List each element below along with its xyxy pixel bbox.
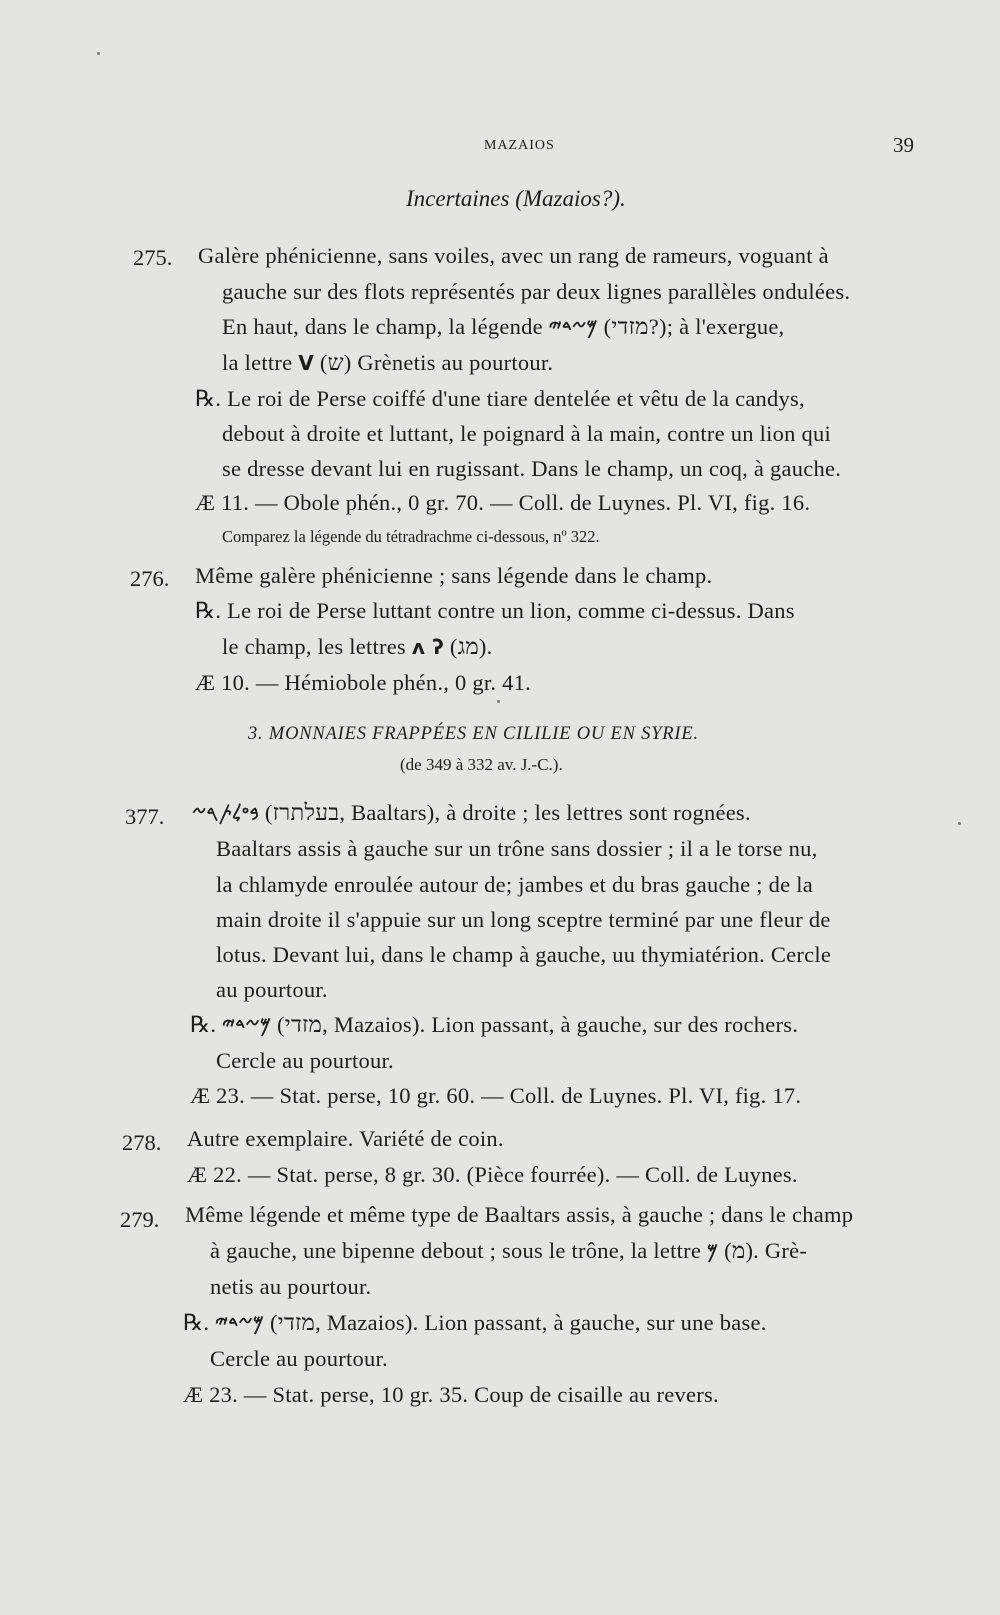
entry-number: 276.: [130, 566, 170, 591]
entry-number: 377.: [125, 804, 165, 829]
entry-line: main droite il s'appuie sur un long sceptre terminé par une fleur de: [216, 907, 831, 932]
entry-number: 275.: [133, 245, 173, 270]
print-speck: [497, 700, 500, 703]
entry-text: (ש) Grènetis au pourtour.: [319, 350, 554, 375]
running-head: MAZAIOS: [484, 138, 555, 153]
entry-line: Même galère phénicienne ; sans légende dans le champ.: [195, 563, 713, 588]
entry-line: Æ 10. — Hémiobole phén., 0 gr. 41.: [195, 670, 531, 695]
entry-line: ℞. Le roi de Perse luttant contre un lion, comme ci-dessus. Dans: [195, 598, 795, 623]
entry-line: Æ 23. — Stat. perse, 10 gr. 35. Coup de cisaille au revers.: [183, 1382, 719, 1407]
entry-line: debout à droite et luttant, le poignard à la main, contre un lion qui: [222, 421, 831, 446]
entry-text: ℞.: [183, 1310, 210, 1335]
entry-line: lotus. Devant lui, dans le champ à gauche, uu thymiatérion. Cercle: [216, 942, 832, 967]
entry-note: Comparez la légende du tétradrachme ci-dessous, nº 322.: [222, 527, 600, 546]
print-speck: [958, 822, 961, 825]
entry-number: 278.: [122, 1130, 162, 1155]
entry-text: le champ, les lettres: [222, 634, 406, 659]
entry-line: ℞. Le roi de Perse coiffé d'une tiare dentelée et vêtu de la candys,: [195, 386, 805, 411]
entry-number: 279.: [120, 1207, 160, 1232]
entry-text: En haut, dans le champ, la légende: [222, 314, 543, 339]
entry-line: Cercle au pourtour.: [210, 1346, 388, 1371]
phoenician-letter-glyph: V: [298, 351, 314, 375]
entry-line: [222, 634, 493, 660]
entry-line: [222, 314, 784, 340]
entry-line: netis au pourtour.: [210, 1274, 372, 1299]
phoenician-letter-glyph: 𐤌: [706, 1239, 719, 1263]
entry-text: à gauche, une bipenne debout ; sous le trône, la lettre: [210, 1238, 702, 1263]
entry-line: Même légende et même type de Baaltars assis, à gauche ; dans le champ: [185, 1202, 854, 1227]
subsection-dates: (de 349 à 332 av. J.-C.).: [400, 755, 563, 774]
entry-text: la lettre: [222, 350, 293, 375]
entry-line: Galère phénicienne, sans voiles, avec un rang de rameurs, voguant à: [198, 243, 829, 268]
entry-line: la chlamyde enroulée autour de; jambes et du bras gauche ; de la: [216, 872, 814, 897]
phoenician-legend-glyph: 𐤌𐤆𐤃𐤉: [548, 315, 598, 339]
subsection-heading: 3. MONNAIES FRAPPÉES EN CILILIE OU EN SYRIE.: [248, 724, 699, 744]
entry-line: Æ 11. — Obole phén., 0 gr. 70. — Coll. de Luynes. Pl. VI, fig. 16.: [195, 490, 811, 515]
entry-text: (מזדי, Mazaios). Lion passant, à gauche, sur une base.: [270, 1310, 767, 1335]
entry-line: [190, 1012, 798, 1038]
entry-line: Æ 23. — Stat. perse, 10 gr. 60. — Coll. de Luynes. Pl. VI, fig. 17.: [190, 1083, 802, 1108]
entry-text: (מזדי, Mazaios). Lion passant, à gauche, sur des rochers.: [277, 1012, 799, 1037]
entry-line: [210, 1238, 807, 1264]
entry-line: gauche sur des flots représentés par deux lignes parallèles ondulées.: [222, 279, 851, 304]
phoenician-letters-glyph: ʌ ʔ: [411, 635, 445, 659]
entry-line: [192, 800, 751, 826]
entry-text: (מזדי?); à l'exergue,: [603, 314, 785, 339]
entry-line: se dresse devant lui en rugissant. Dans le champ, un coq, à gauche.: [222, 456, 842, 481]
entry-line: [183, 1310, 767, 1336]
entry-text: ℞.: [190, 1012, 217, 1037]
entry-line: Baaltars assis à gauche sur un trône sans dossier ; il a le torse nu,: [216, 836, 818, 861]
page-number: 39: [893, 133, 914, 157]
section-title: Incertaines (Mazaios?).: [406, 186, 626, 211]
entry-text: (בעלתרז, Baaltars), à droite ; les lettres sont rognées.: [264, 800, 751, 825]
print-speck: [97, 52, 100, 55]
phoenician-legend-glyph: 𐤌𐤆𐤃𐤉: [215, 1311, 265, 1335]
entry-line: Cercle au pourtour.: [216, 1048, 394, 1073]
entry-line: Æ 22. — Stat. perse, 8 gr. 30. (Pièce fourrée). — Coll. de Luynes.: [187, 1162, 798, 1187]
entry-text: (מ). Grè-: [724, 1238, 808, 1263]
entry-text: (מג).: [449, 634, 493, 659]
entry-line: [222, 350, 553, 376]
entry-line: au pourtour.: [216, 977, 328, 1002]
phoenician-legend-glyph: 𐤌𐤆𐤃𐤉: [222, 1013, 272, 1037]
entry-line: Autre exemplaire. Variété de coin.: [187, 1126, 504, 1151]
phoenician-legend-glyph: 𐤁𐤏𐤋𐤕𐤓𐤆: [192, 801, 260, 825]
